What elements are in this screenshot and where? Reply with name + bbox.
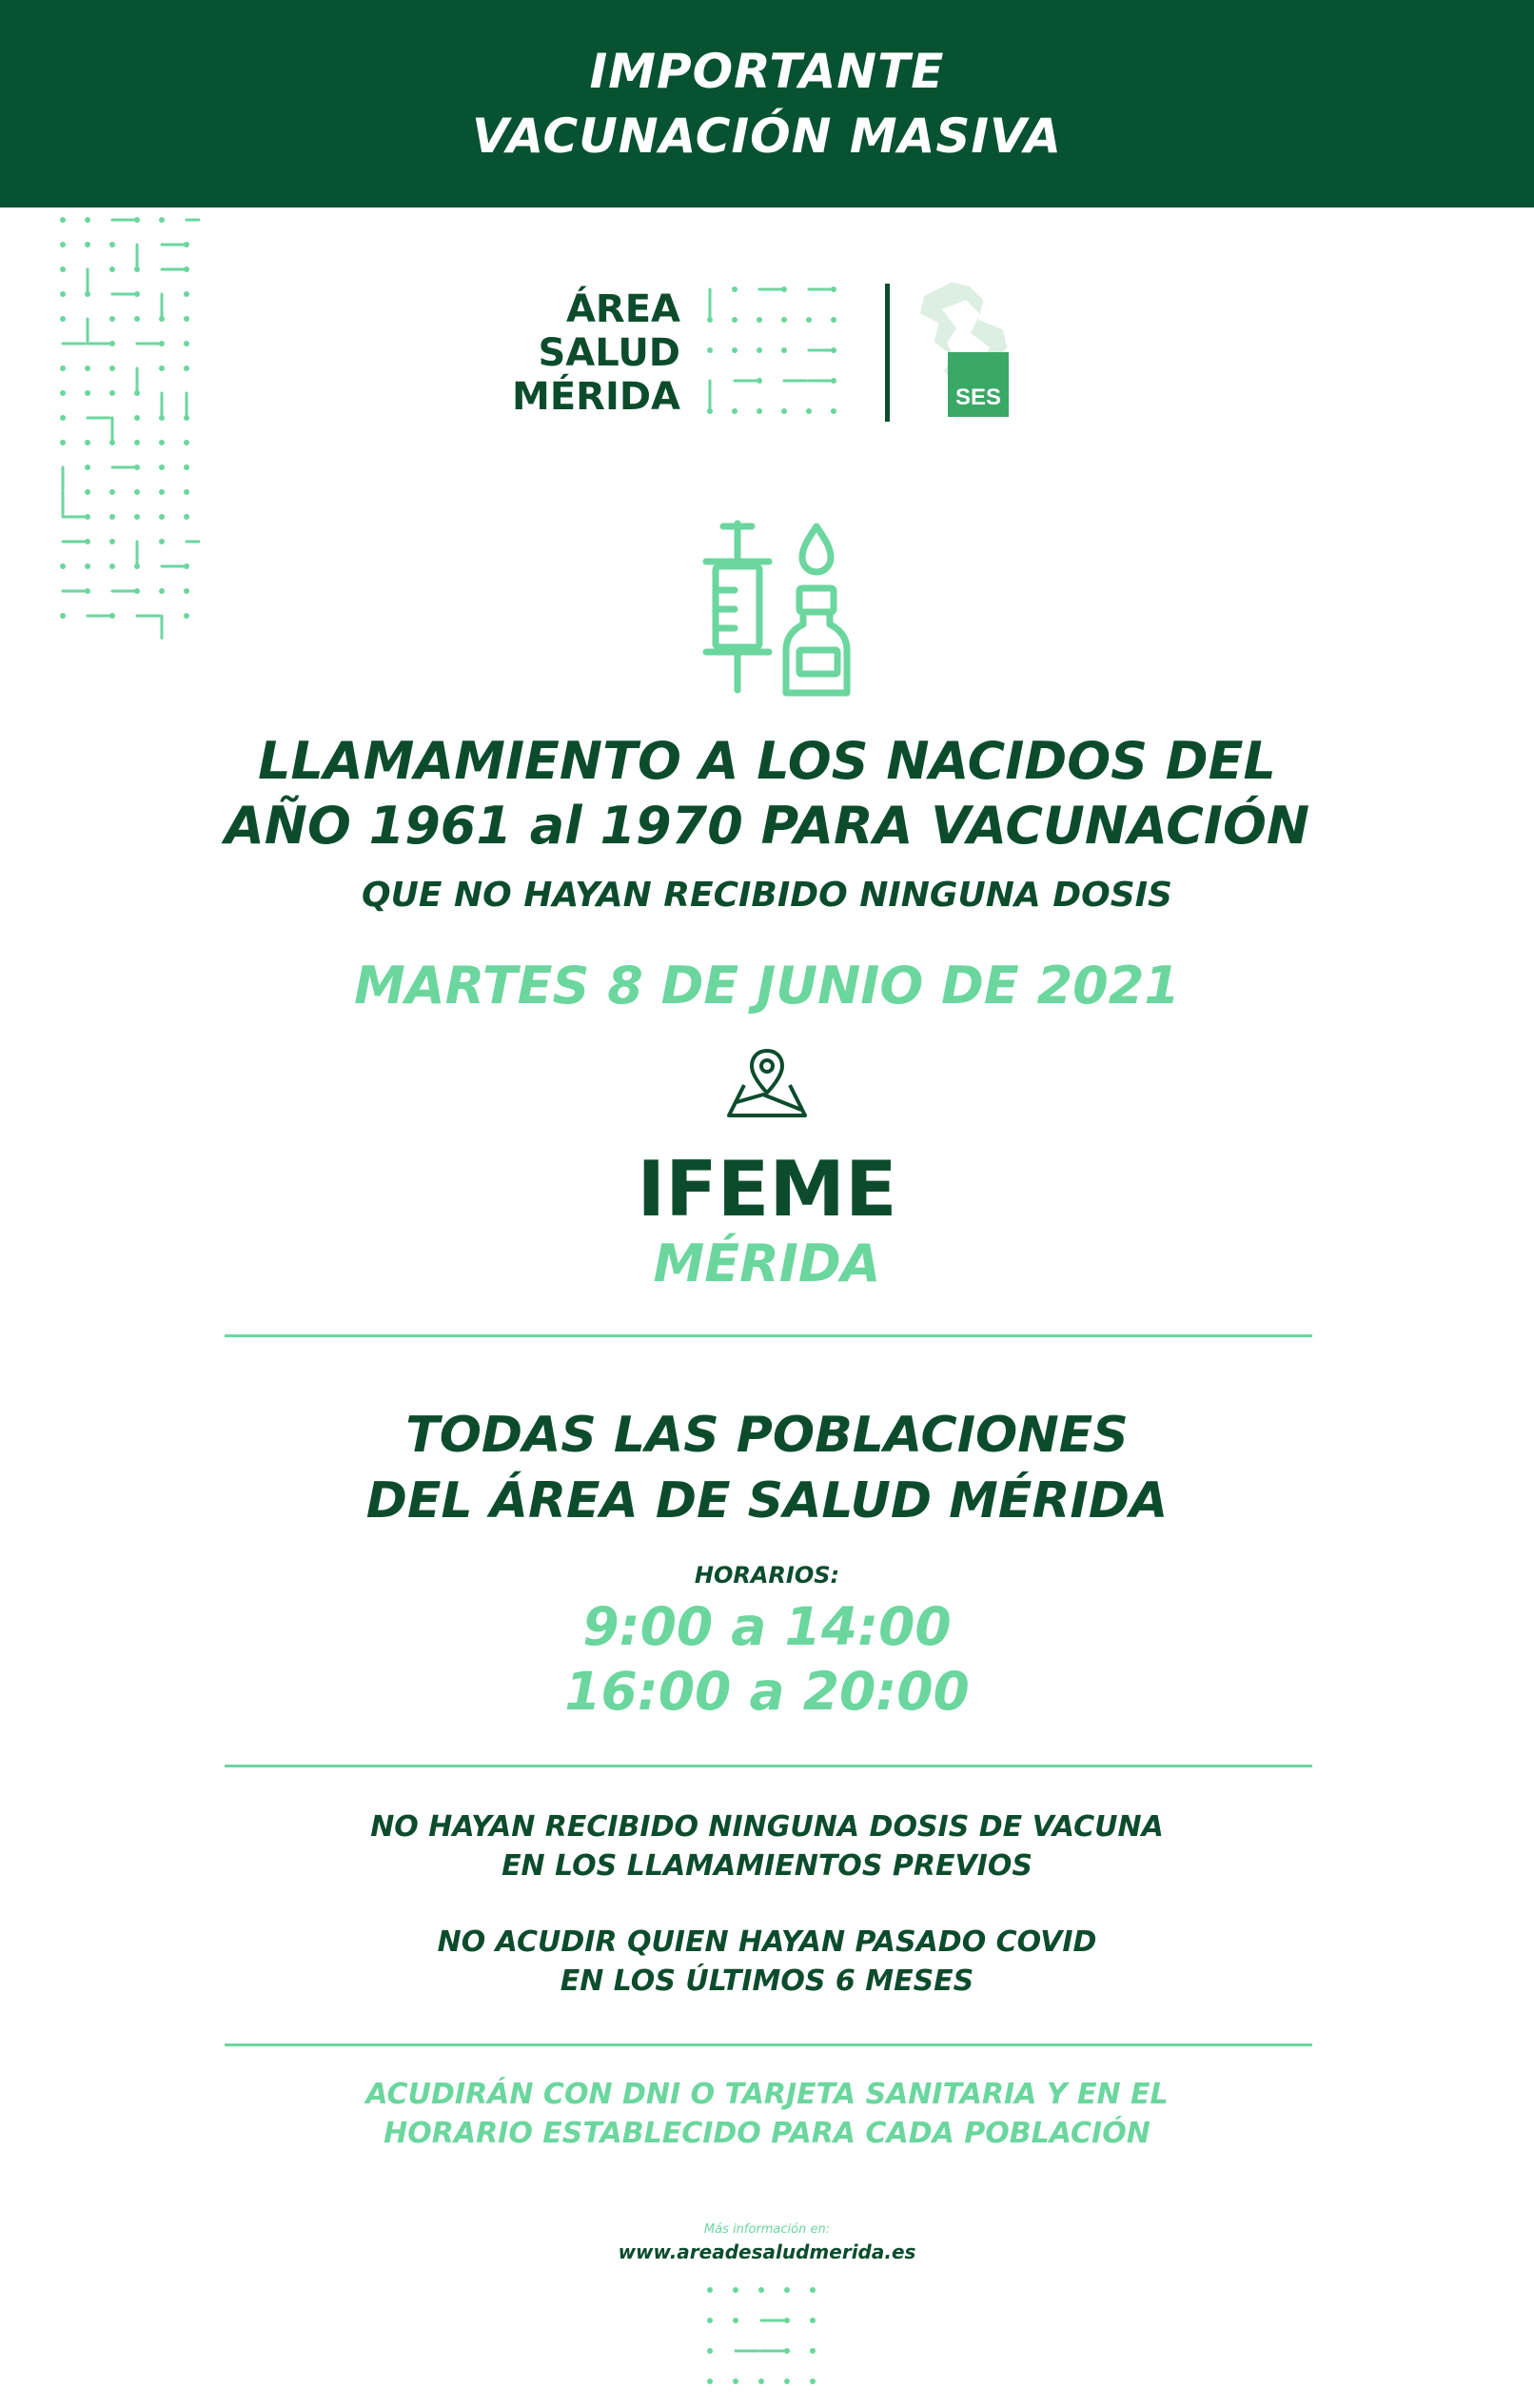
pattern-dot [134,390,140,396]
dot-pattern-logo-decoration [704,284,847,422]
pattern-dot [85,440,90,445]
populations-line2: DEL ÁREA DE SALUD MÉRIDA [365,1472,1169,1530]
dot-pattern-bottom-decoration [704,2284,833,2403]
pattern-dot [757,317,762,323]
pattern-dot [85,563,90,569]
pattern-dot [831,317,836,323]
pattern-dot [732,347,738,353]
divider-3 [225,2043,1312,2046]
pattern-dot [184,242,189,247]
pattern-dot [806,408,812,414]
logo-line-salud: SALUD [538,331,680,375]
pattern-dot [60,390,66,396]
pattern-dot [184,613,189,619]
pattern-dot [707,2348,713,2354]
pattern-dot [159,217,165,223]
pattern-dot [134,415,140,421]
logo-line-area: ÁREA [565,287,680,331]
pattern-dot [758,2378,764,2384]
pattern-dot [732,286,738,292]
pattern-dot [85,291,90,297]
pattern-dot [159,440,165,445]
pattern-dot [831,408,836,414]
venue-city: MÉRIDA [653,1234,881,1293]
pattern-dot [159,489,165,495]
logo-divider [885,284,890,422]
pattern-dot [184,440,189,445]
pattern-dot [810,2318,816,2323]
pattern-dot [781,317,787,323]
pattern-dot [85,390,90,396]
pattern-dot [109,341,115,346]
pattern-dot [810,2378,816,2384]
pattern-dot [85,514,90,520]
pattern-dot [184,415,189,421]
vaccination-date: MARTES 8 DE JUNIO DE 2021 [354,956,1180,1016]
note-1-line1: NO HAYAN RECIBIDO NINGUNA DOSIS DE VACUNA [370,1810,1164,1844]
pattern-dot [159,415,165,421]
pattern-dot [159,316,165,322]
pattern-dot [134,217,140,223]
pattern-dot [85,588,90,594]
headline-line2: AÑO 1961 al 1970 PARA VACUNACIÓN [224,796,1310,856]
ses-badge-label: SES [954,385,1002,410]
pattern-dot [85,242,90,247]
pattern-dot [109,563,115,569]
pattern-dot [733,2378,738,2384]
pattern-dot [60,415,66,421]
pattern-dot [159,341,165,346]
pattern-dot [757,347,762,353]
pattern-dot [60,316,66,322]
header-banner [0,0,1534,207]
pattern-dot [784,2378,790,2384]
pattern-dot [733,2287,738,2293]
pattern-dot [184,316,189,322]
note-2-line2: EN LOS ÚLTIMOS 6 MESES [560,1964,974,1998]
more-info-label: Más información en: [703,2222,831,2237]
pattern-dot [159,539,165,544]
headline-subtitle: QUE NO HAYAN RECIBIDO NINGUNA DOSIS [362,876,1172,915]
pattern-dot [60,563,66,569]
pattern-dot [184,365,189,371]
pattern-dot [707,408,713,414]
pattern-dot [134,291,140,297]
ses-badge [948,352,1009,417]
pattern-dot [781,347,787,353]
divider-2 [225,1765,1312,1767]
note-2-line1: NO ACUDIR QUIEN HAYAN PASADO COVID [437,1925,1097,1959]
pattern-dot [733,2318,738,2323]
pattern-dot [134,588,140,594]
schedule-slot-morning: 9:00 a 14:00 [582,1596,952,1657]
pattern-dot [184,266,189,272]
pattern-dot [707,347,713,353]
pattern-dot [60,613,66,619]
pattern-dot [134,316,140,322]
pattern-dot [134,464,140,470]
pattern-dot [159,464,165,470]
pattern-dot [757,378,762,384]
pattern-dot [134,563,140,569]
pattern-dot [159,588,165,594]
pattern-dot [784,2287,790,2293]
logo-line-merida: MÉRIDA [512,375,680,419]
pattern-dot [810,2348,816,2354]
pattern-dot [707,2287,713,2293]
pattern-dot [184,291,189,297]
pattern-dot [109,266,115,272]
pattern-dot [85,464,90,470]
logo-area-salud-merida [457,287,680,419]
pattern-dot [831,378,836,384]
note-1-line2: EN LOS LLAMAMIENTOS PREVIOS [502,1849,1032,1883]
pattern-dot [184,341,189,346]
pattern-dot [184,588,189,594]
requirements-line2: HORARIO ESTABLECIDO PARA CADA POBLACIÓN [384,2117,1150,2150]
pattern-dot [109,242,115,247]
pattern-dot [109,365,115,371]
pattern-dot [109,440,115,445]
requirements-line1: ACUDIRÁN CON DNI O TARJETA SANITARIA Y EN EL [365,2078,1169,2111]
banner-title: IMPORTANTE [589,44,945,99]
pattern-dot [134,266,140,272]
pattern-dot [784,2318,790,2323]
pattern-dot [831,347,836,353]
pattern-dot [134,489,140,495]
pattern-dot [707,317,713,323]
pattern-dot [806,317,812,323]
banner-subtitle: VACUNACIÓN MASIVA [472,109,1062,164]
pattern-dot [707,2318,713,2323]
pattern-dot [781,286,787,292]
pattern-dot [109,539,115,544]
pattern-dot [109,489,115,495]
headline-line1: LLAMAMIENTO A LOS NACIDOS DEL [258,731,1276,791]
pattern-dot [134,514,140,520]
pattern-dot [60,217,66,223]
pattern-dot [757,408,762,414]
pattern-dot [758,2287,764,2293]
pattern-dot [85,365,90,371]
pattern-dot [60,266,66,272]
pattern-dot [184,514,189,520]
pattern-dot [60,440,66,445]
pattern-dot [85,539,90,544]
website-link[interactable]: www.areadesaludmerida.es [618,2240,916,2263]
pattern-dot [781,408,787,414]
pattern-dot [159,514,165,520]
pattern-dot [60,242,66,247]
pattern-dot [85,217,90,223]
schedule-label: HORARIOS: [694,1562,840,1589]
pattern-dot [184,489,189,495]
pattern-dot [184,563,189,569]
pattern-dot [60,291,66,297]
pattern-dot [109,316,115,322]
vial-icon [778,522,855,702]
pattern-dot [831,286,836,292]
pattern-dot [109,514,115,520]
pattern-dot [60,365,66,371]
pattern-dot [732,408,738,414]
pattern-dot [810,2287,816,2293]
schedule-slot-afternoon: 16:00 a 20:00 [564,1661,970,1722]
pattern-dot [732,317,738,323]
syringe-icon [695,519,780,695]
pattern-dot [784,2348,790,2354]
pattern-dot [85,489,90,495]
pattern-dot [184,464,189,470]
pattern-dot [159,365,165,371]
dot-pattern-left-decoration [57,214,200,642]
divider-1 [225,1334,1312,1337]
populations-line1: TODAS LAS POBLACIONES [405,1407,1129,1464]
pattern-dot [109,613,115,619]
pattern-dot [707,2378,713,2384]
venue-name: IFEME [637,1145,897,1234]
pattern-dot [109,390,115,396]
map-pin-icon [725,1047,809,1119]
pattern-dot [134,440,140,445]
ses-logo [914,276,1018,424]
